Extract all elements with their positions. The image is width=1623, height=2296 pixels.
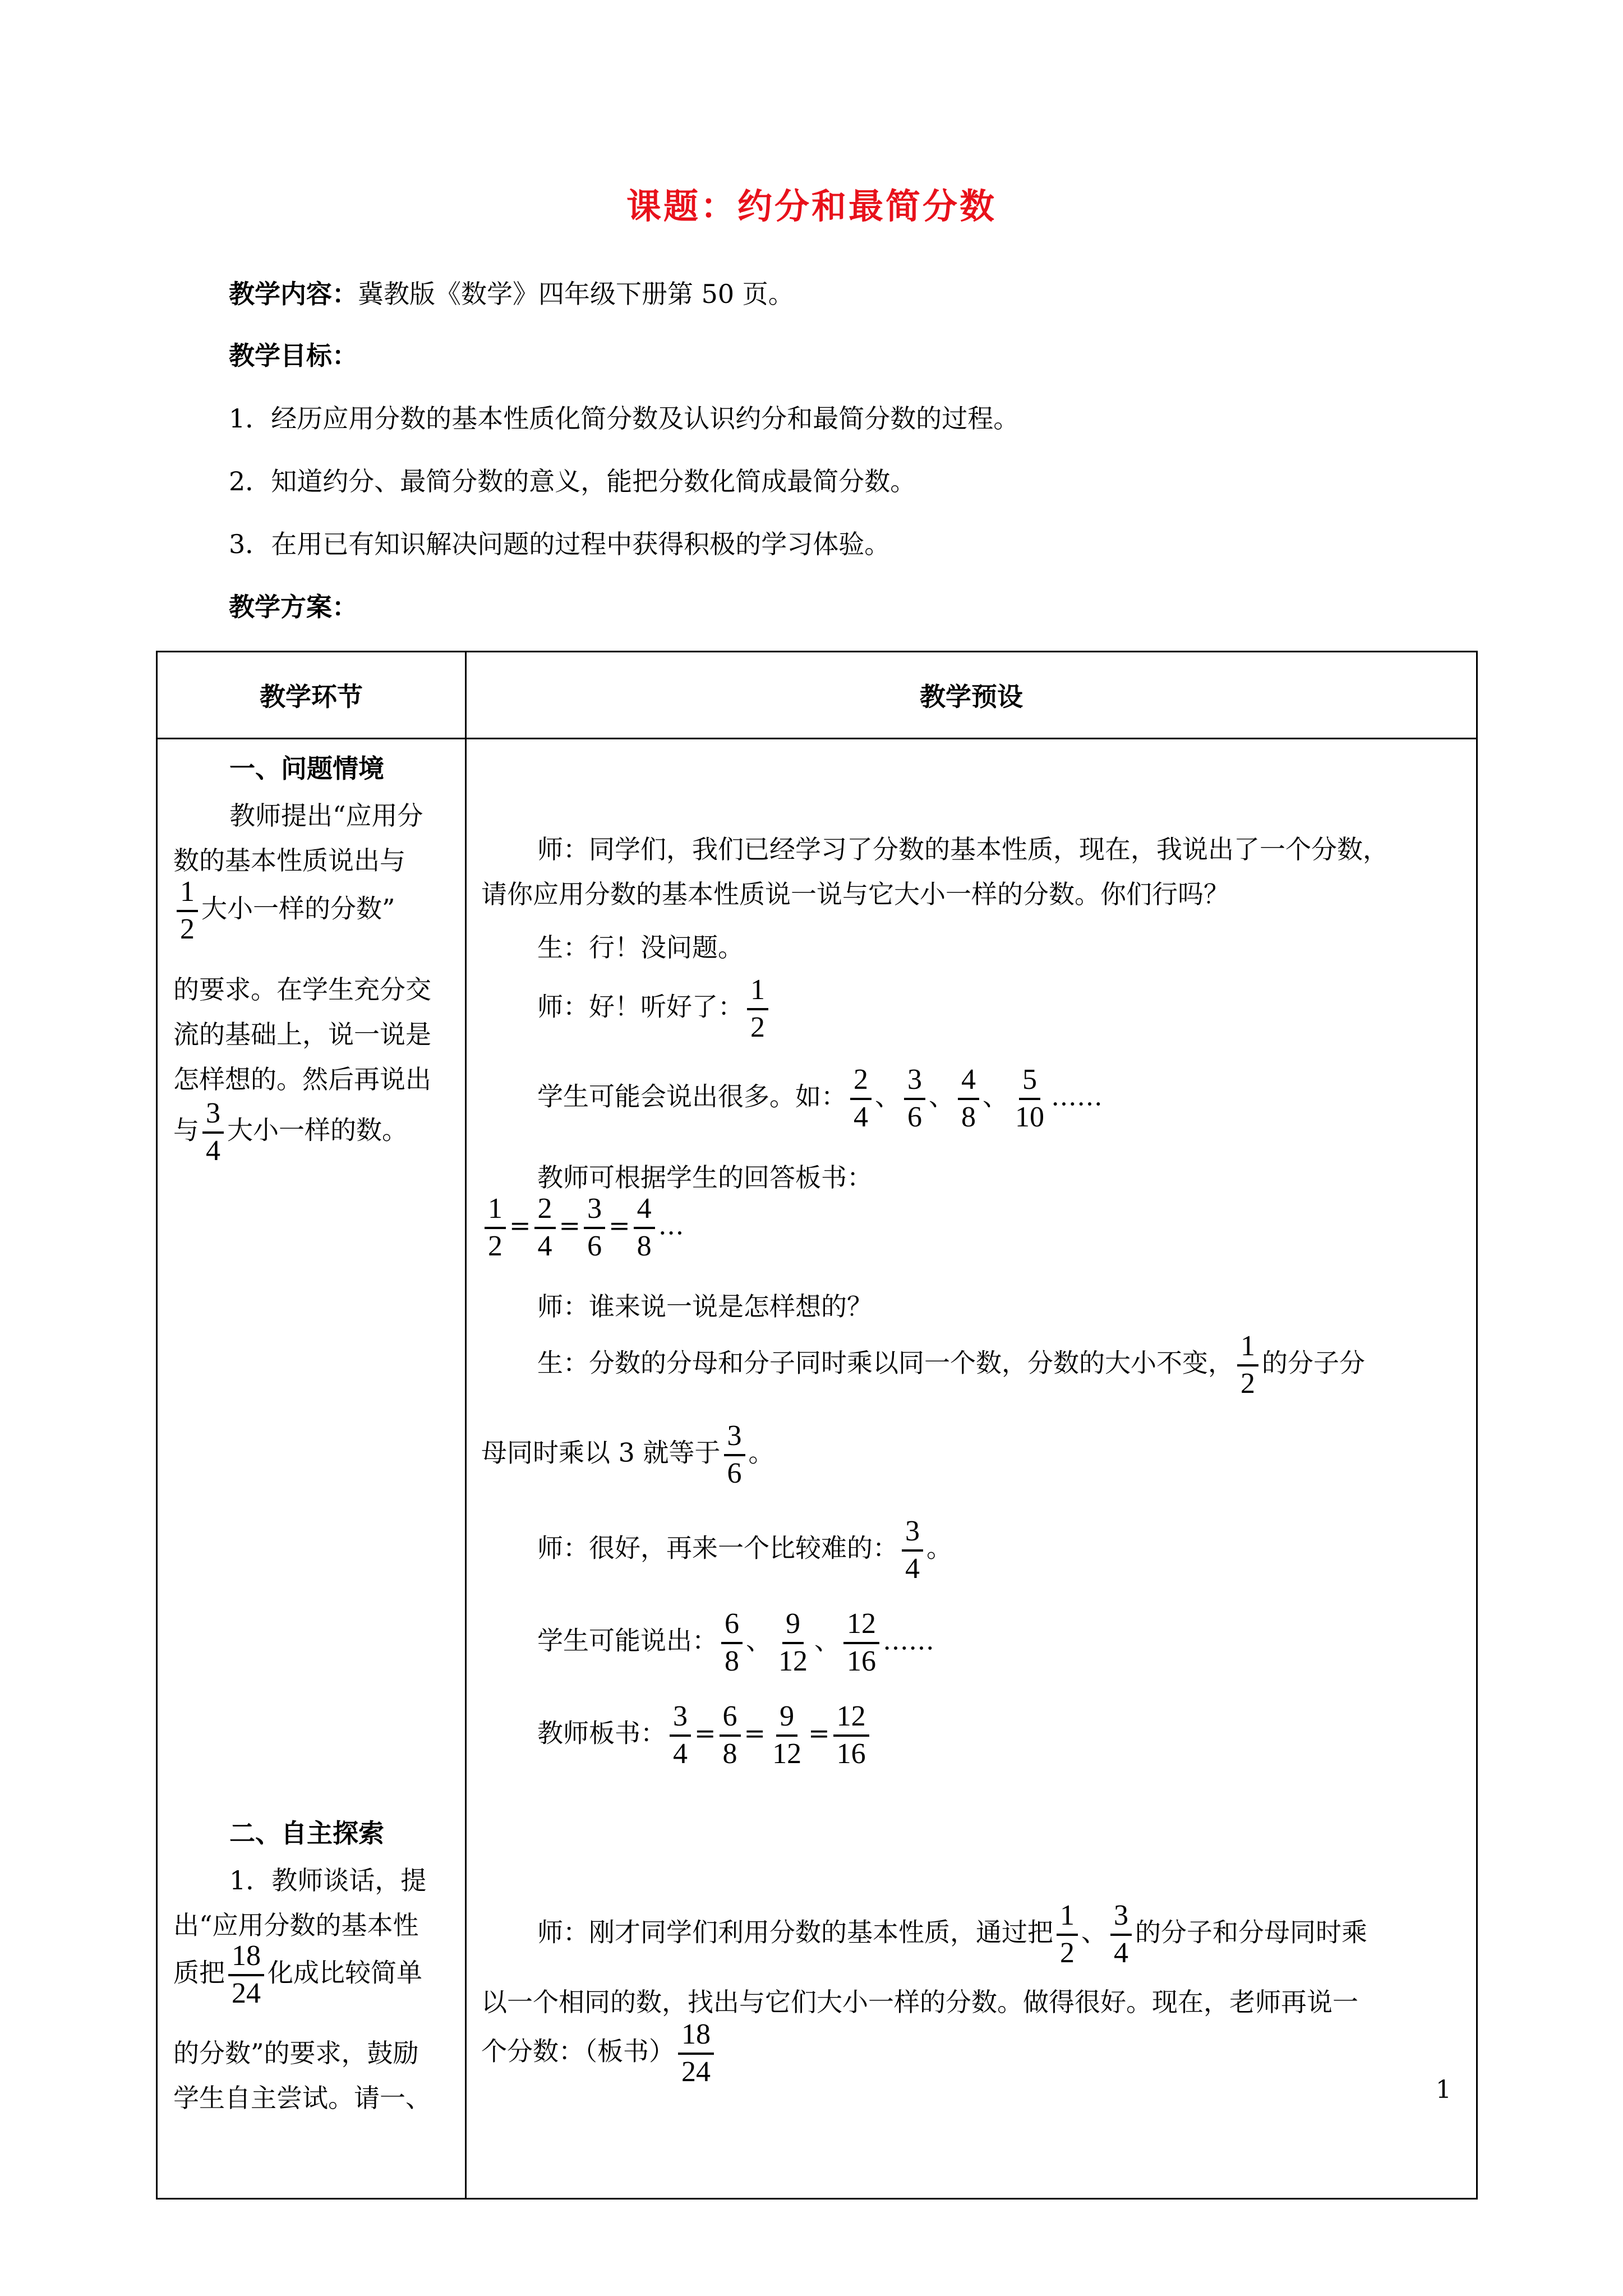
fraction-1-2: $\frac{1}{2}$: [1237, 1331, 1258, 1399]
sec1-line: 数的基本性质说出与: [173, 845, 405, 876]
fraction-6-8: $\frac{6}{8}$: [721, 1609, 743, 1677]
dialog-line: 师：同学们，我们已经学习了分数的基本性质，现在，我说出了一个分数，: [537, 834, 1389, 864]
content-label: 教学内容：: [229, 279, 358, 309]
sec1-line: 与 $\frac{3}{4}$ 大小一样的数。: [173, 1097, 408, 1167]
fraction-18-24: $\frac{18}{24}$: [678, 2019, 714, 2087]
sec1-line: $\frac{1}{2}$ 大小一样的分数”: [173, 877, 395, 945]
fraction-4-8: $\frac{4}{8}$: [958, 1065, 979, 1133]
goal-3: 3．在用已有知识解决问题的过程中获得积极的学习体验。: [229, 529, 891, 559]
lesson-plan-table: [156, 651, 1478, 2200]
fraction-12-16: $\frac{12}{16}$: [843, 1609, 879, 1677]
stage-cell: [157, 739, 466, 2199]
preset-cell: [466, 739, 1477, 2199]
dialog-line: 母同时乘以 3 就等于 $\frac{3}{6}$ 。: [481, 1420, 774, 1489]
sec2-line: 出“应用分数的基本性: [173, 1910, 419, 1940]
fraction-1-2: $\frac{1}{2}$: [485, 1194, 506, 1262]
dialog-line: 以一个相同的数，找出与它们大小一样的分数。做得很好。现在，老师再说一: [481, 1987, 1358, 2017]
goal-1: 1．经历应用分数的基本性质化简分数及认识约分和最简分数的过程。: [229, 403, 1020, 434]
section-1-title: 一、问题情境: [229, 753, 384, 784]
fraction-3-4: $\frac{3}{4}$: [1110, 1901, 1132, 1968]
section-2-title: 二、自主探索: [229, 1818, 384, 1848]
fraction-1-2: $\frac{1}{2}$: [1057, 1901, 1078, 1968]
sec1-line: 教师提出“应用分: [229, 800, 423, 831]
sec2-line: 1．教师谈话，提: [229, 1865, 427, 1895]
sec1-line: 怎样想的。然后再说出: [173, 1064, 431, 1094]
header-teaching-stage: 教学环节: [157, 652, 466, 739]
sec2-line: 学生自主尝试。请一、: [173, 2083, 431, 2113]
fraction-4-8: $\frac{4}{8}$: [634, 1194, 655, 1262]
table-body-row: [157, 739, 1477, 2199]
fraction-3-4: $\frac{3}{4}$: [670, 1701, 691, 1769]
dialog-line: 教师可根据学生的回答板书：: [537, 1162, 873, 1193]
fraction-1-2: $\frac{1}{2}$: [747, 975, 768, 1043]
dialog-line: 个分数：（板书） $\frac{18}{24}$: [481, 2019, 717, 2087]
sec1-line: 流的基础上，说一说是: [173, 1019, 431, 1050]
fraction-2-4: $\frac{2}{4}$: [534, 1194, 556, 1262]
dialog-line: 生：分数的分母和分子同时乘以同一个数，分数的大小不变， $\frac{1}{2}$ 的分子分: [537, 1330, 1365, 1400]
equation-line: 教师板书： $\frac{3}{4}$ = $\frac{6}{8}$ = $\frac{9}{12}$ = $\frac{12}{16}$: [537, 1701, 873, 1769]
dialog-line: 师：刚才同学们利用分数的基本性质，通过把 $\frac{1}{2}$ 、 $\frac{3}{4}$ 的分子和分母同时乘: [537, 1899, 1367, 1969]
fraction-3-6: $\frac{3}{6}$: [724, 1421, 745, 1489]
table-header-row: [157, 652, 1477, 739]
goals-label: 教学目标：: [229, 341, 358, 371]
dialog-line: 师：很好，再来一个比较难的： $\frac{3}{4}$ 。: [537, 1515, 952, 1585]
dialog-line: 学生可能说出： $\frac{6}{8}$ 、 $\frac{9}{12}$ 、 $\frac{12}{16}$ ……: [537, 1608, 934, 1677]
dialog-line: 学生可能会说出很多。如： $\frac{2}{4}$ 、 $\frac{3}{6}$ 、 $\frac{4}{8}$ 、 $\frac{5}{10}$ ……: [537, 1064, 1103, 1133]
fraction-18-24: $\frac{18}{24}$: [228, 1941, 264, 2009]
fraction-5-10: $\frac{5}{10}$: [1015, 1064, 1044, 1133]
fraction-1-2: $\frac{1}{2}$: [177, 877, 198, 945]
sec2-line: 质把 $\frac{18}{24}$ 化成比较简单: [173, 1940, 422, 2009]
fraction-3-6: $\frac{3}{6}$: [584, 1194, 605, 1262]
fraction-3-4: $\frac{3}{4}$: [902, 1516, 923, 1584]
fraction-3-4: $\frac{3}{4}$: [202, 1098, 224, 1166]
dialog-line: 师：谁来说一说是怎样想的？: [537, 1291, 873, 1322]
goal-2: 2．知道约分、最简分数的意义，能把分数化简成最简分数。: [229, 466, 916, 496]
fraction-9-12: $\frac{9}{12}$: [772, 1700, 802, 1770]
fraction-6-8: $\frac{6}{8}$: [720, 1701, 741, 1769]
fraction-9-12: $\frac{9}{12}$: [778, 1608, 808, 1677]
page-title: 课题：约分和最简分数: [626, 186, 997, 227]
equation-line: $\frac{1}{2}$ = $\frac{2}{4}$ = $\frac{3}{6}$ = $\frac{4}{8}$ …: [481, 1194, 684, 1262]
plan-label: 教学方案：: [229, 592, 358, 622]
sec1-line: 的要求。在学生充分交: [173, 974, 431, 1005]
dialog-line: 师：好！听好了： $\frac{1}{2}$: [537, 975, 772, 1043]
fraction-2-4: $\frac{2}{4}$: [850, 1065, 872, 1133]
page-number: 1: [1436, 2076, 1451, 2104]
content-line: [229, 274, 794, 311]
fraction-12-16: $\frac{12}{16}$: [833, 1701, 869, 1769]
header-teaching-preset: 教学预设: [466, 652, 1477, 739]
dialog-line: 请你应用分数的基本性质说一说与它大小一样的分数。你们行吗？: [481, 879, 1229, 909]
content-text: 冀教版《数学》四年级下册第 50 页。: [358, 279, 794, 309]
dialog-line: 生：行！没问题。: [537, 932, 744, 963]
sec2-line: 的分数”的要求，鼓励: [173, 2038, 419, 2068]
fraction-3-6: $\frac{3}{6}$: [904, 1065, 925, 1133]
